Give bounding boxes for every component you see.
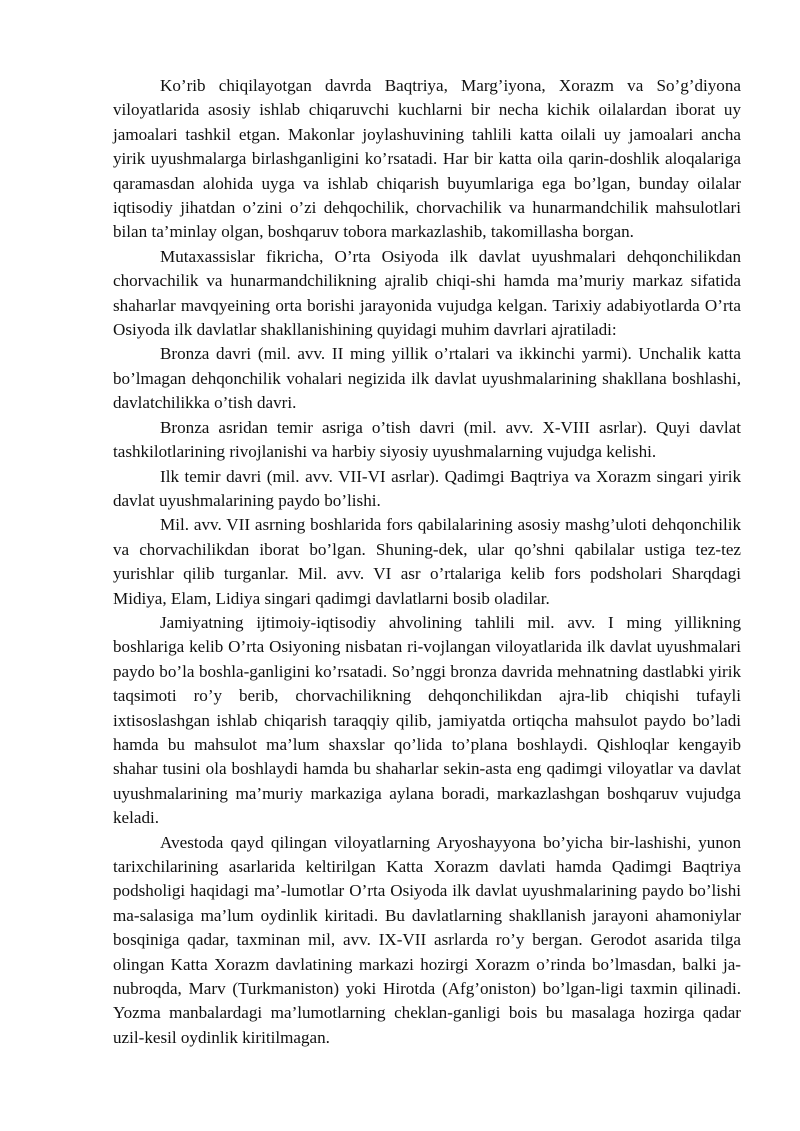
paragraph-6: Mil. avv. VII asrning boshlarida fors qabilalarining asosiy mashg’uloti dehqonchilik va chorvachilikdan iborat bo’lgan. Shuning-dek, ular qo’shni qabilalar ustiga tez-tez yurishlar qilib turganlar. Mil. avv. VI asr o’rtalariga kelib fors podsholari Sharqdagi Midiya, Elam, Lidiya singari qadimgi davlatlarni bosib oladilar. — [113, 515, 741, 608]
paragraph-3: Bronza davri (mil. avv. II ming yillik o’rtalari va ikkinchi yarmi). Unchalik katta bo’lmagan dehqonchilik vohalari negizida ilk davlat uyushmalarining shakllana boshlashi, davlatchilikka o’tish davri. — [113, 344, 741, 413]
paragraph-2: Mutaxassislar fikricha, O’rta Osiyoda ilk davlat uyushmalari dehqonchilikdan chorvachilik va hunarmandchilikning ajralib chiqi-shi hamda ma’muriy markaz sifatida shaharlar mavqyeining orta borishi jarayonida vujudga kelgan. Tarixiy adabiyotlarda O’rta Osiyoda ilk davlatlar shakllanishining quyidagi muhim davrlari ajratiladi: — [113, 246, 741, 340]
paragraph-1: Ko’rib chiqilayotgan davrda Baqtriya, Marg’iyona, Xorazm va So’g’diyona viloyatlarida asosiy ishlab chiqaruvchi kuchlarni bir necha kichik oilalardan iborat uy jamoalari tashkil etgan. Makonlar joylashuvining tahlili katta oilali uy jamoalari ancha yirik uyushmalarga birlashganligini ko’rsatadi. Har bir katta oila qarin-doshlik aloqalariga qaramasdan alohida uyga va ishlab chiqarish buyumlariga ega bo’lgan, bunday oilalar iqtisodiy jihatdan o’zini o’zi dehqochilik, chorvachilik va hunarmandchilik mahsulotlari bilan ta’minlay olgan, boshqaruv tobora markazlashib, takomillasha borgan. — [113, 76, 741, 242]
paragraph-5: Ilk temir davri (mil. avv. VII-VI asrlar). Qadimgi Baqtriya va Xorazm singari yirik davlat uyushmalarining paydo bo’lishi. — [113, 466, 741, 510]
paragraph-8: Avestoda qayd qilingan viloyatlarning Aryoshayyona bo’yicha bir-lashishi, yunon tarixchilarining asarlarida keltirilgan Katta Xorazm davlati hamda Qadimgi Baqtriya podsholigi haqidagi ma’-lumotlar O’rta Osiyoda ilk davlat uyushmalarining paydo bo’lishi ma-salasiga ma’lum oydinlik kiritadi. Bu davlatlarning shakllanish jarayoni ahamoniylar bosqiniga qadar, taxminan mil, avv. IX-VII asrlarda ro’y bergan. Gerodot asarida tilga olingan Katta Xorazm davlatining markazi hozirgi Xorazm o’rinda bo’lmasdan, balki ja-nubroqda, Marv (Turkmaniston) yoki Hirotda (Afg’oniston) bo’lgan-ligi taxmin qilinadi. Yozma manbalardagi ma’lumotlarning cheklan-ganligi bois bu masalaga hozirga qadar uzil-kesil oydinlik kiritilmagan. — [113, 832, 741, 1047]
document-page — [113, 74, 741, 1050]
paragraph-7: Jamiyatning ijtimoiy-iqtisodiy ahvolining tahlili mil. avv. I ming yillikning boshlariga kelib O’rta Osiyoning nisbatan ri-vojlangan viloyatlarida ilk davlat uyushmalari paydo bo’la boshla-ganligini ko’rsatadi. So’nggi bronza davrida mehnatning dastlabki yirik taqsimoti ro’y berib, chorvachilikning dehqonchilikdan ajra-lib chiqishi tufayli ixtisoslashgan ishlab chiqarish taraqqiy qilib, jamiyatda ortiqcha mahsulot paydo bo’ladi hamda bu mahsulot ma’lum shaxslar qo’lida to’plana boshlaydi. Qishloqlar kengayib shahar tusini ola boshlaydi hamda bu shaharlar sekin-asta eng qadimgi viloyatlar va davlat uyushmalarining ma’muriy markaziga aylana boradi, markazlashgan boshqaruv vujudga keladi. — [113, 612, 741, 828]
paragraph-4: Bronza asridan temir asriga o’tish davri (mil. avv. X-VIII asrlar). Quyi davlat tashkilotlarining rivojlanishi va harbiy siyosiy uyushmalarning vujudga kelishi. — [113, 417, 741, 462]
